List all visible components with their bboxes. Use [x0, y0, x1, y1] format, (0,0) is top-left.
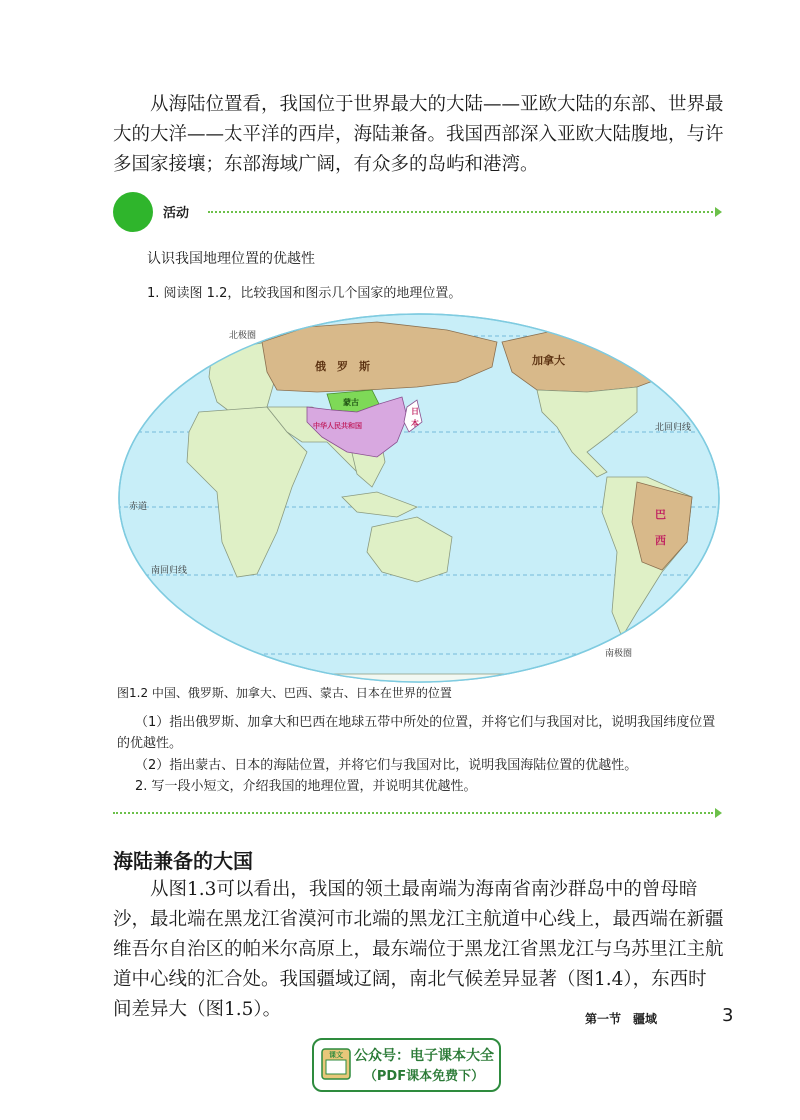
- canada-land: [502, 327, 687, 392]
- label-japan: 日: [411, 407, 419, 416]
- watermark-badge: [312, 1038, 501, 1092]
- arrow-right-icon: [715, 207, 722, 217]
- label-brazil-2: 西: [655, 534, 666, 547]
- activity-title: 认识我国地理位置的优越性: [147, 251, 315, 267]
- activity-header: [113, 192, 725, 232]
- arrow-right-icon: [715, 808, 722, 818]
- label-mongolia: 蒙古: [343, 398, 359, 407]
- question-1: （1）指出俄罗斯、加拿大和巴西在地球五带中所处的位置，并将它们与我国对比，说明我国纬度位置的优越性。: [117, 715, 716, 751]
- activity-step-1: 1. 阅读图 1.2，比较我国和图示几个国家的地理位置。: [147, 286, 462, 301]
- activity-step-2: 2. 写一段小短文，介绍我国的地理位置，并说明其优越性。: [135, 779, 477, 794]
- watermark-line-1: 公众号：电子课本大全: [354, 1048, 494, 1064]
- page-number: 3: [722, 1005, 734, 1026]
- intro-paragraph: 从海陆位置看，我国位于世界最大的大陆——亚欧大陆的东部、世界最大的大洋——太平洋的西岸，海陆兼备。我国西部深入亚欧大陆腹地，与许多国家接壤；东部海域广阔，有众多的岛屿和港湾。: [113, 94, 724, 175]
- world-map: [117, 312, 722, 684]
- activity-label: 活动: [163, 206, 190, 221]
- watermark-line-2: （PDF课本免费下）: [363, 1069, 485, 1084]
- activity-icon: [113, 192, 153, 232]
- label-japan-2: 本: [411, 419, 419, 428]
- label-brazil-1: 巴: [655, 508, 666, 521]
- logo-text: 课文: [329, 1051, 343, 1059]
- activity-dotted-line: [208, 211, 713, 213]
- label-china: 中华人民共和国: [313, 422, 362, 430]
- label-russia: 俄 罗 斯: [315, 360, 370, 373]
- label-tropic-capricorn: 南回归线: [151, 566, 188, 576]
- activity-end-dotted-line: [113, 812, 713, 814]
- section-title: 海陆兼备的大国: [113, 849, 253, 873]
- label-antarctic-circle: 南极圈: [605, 649, 633, 659]
- label-canada: 加拿大: [532, 354, 565, 367]
- label-equator: 赤道: [129, 502, 148, 512]
- question-2: （2）指出蒙古、日本的海陆位置，并将它们与我国对比，说明我国海陆位置的优越性。: [135, 758, 638, 773]
- label-arctic-circle: 北极圈: [229, 331, 257, 341]
- footer-chapter: 第一节 疆域: [585, 1012, 658, 1026]
- label-tropic-cancer: 北回归线: [655, 423, 692, 433]
- book-icon: [320, 1046, 354, 1082]
- section-paragraph: 从图1.3可以看出，我国的领土最南端为海南省南沙群岛中的曾母暗沙，最北端在黑龙江省漠河市北端的黑龙江主航道中心线上，最西端在新疆维吾尔自治区的帕米尔高原上，最东端位于黑龙江省黑龙江与乌苏里江主航道中心线的汇合处。我国疆域辽阔，南北气候差异显著（图1.4），东西时间差异大（图1.5）。: [113, 879, 724, 1020]
- figure-caption: 图1.2 中国、俄罗斯、加拿大、巴西、蒙古、日本在世界的位置: [117, 686, 452, 700]
- greenland-land: [672, 320, 707, 357]
